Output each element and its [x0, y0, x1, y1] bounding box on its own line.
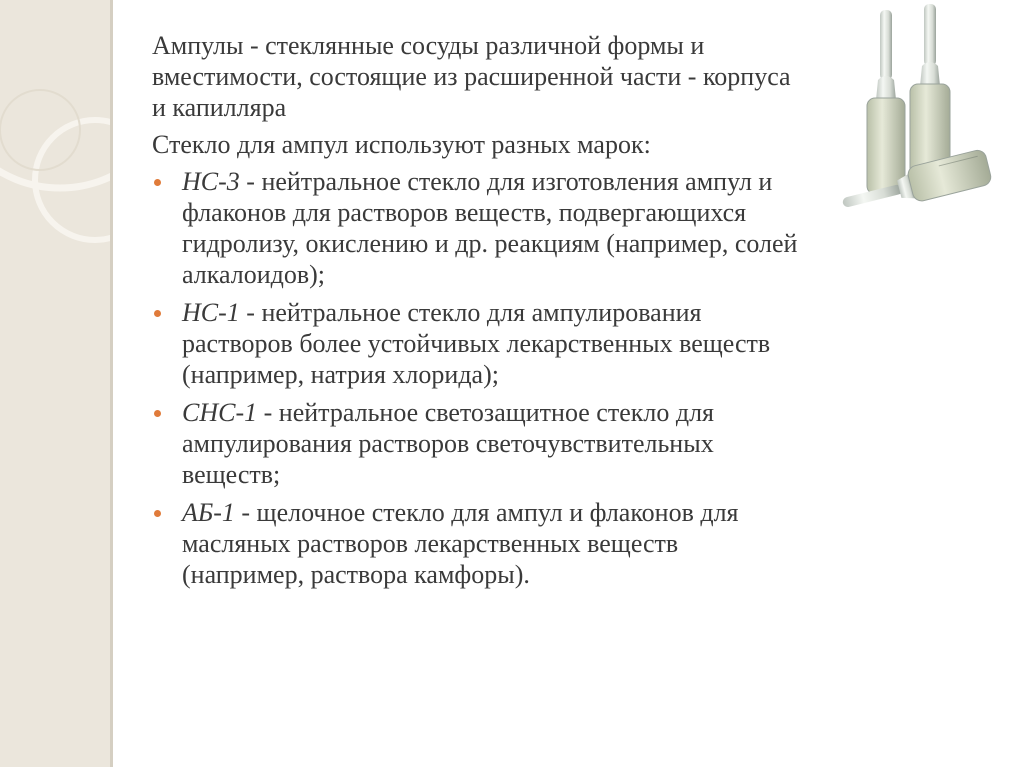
list-item: [152, 497, 802, 590]
list-item: [152, 397, 802, 490]
glass-grades-list: [152, 166, 802, 590]
glass-grade-term: НС-1: [182, 298, 240, 327]
glass-grade-term: НС-3: [182, 167, 240, 196]
list-item: [152, 166, 802, 290]
bullet-icon: [154, 410, 161, 417]
slide-content: [152, 30, 802, 597]
glass-grade-description: - нейтральное стекло для изготовления ампул и флаконов для растворов веществ, подвергающихся гидролизу, окислению и др. реакциям (например, солей алкалоидов);: [182, 167, 798, 289]
glass-grade-description: - щелочное стекло для ампул и флаконов для масляных растворов лекарственных веществ (например, раствора камфоры).: [182, 498, 739, 589]
glass-grade-term: СНС-1: [182, 398, 258, 427]
sidebar-divider: [110, 0, 113, 767]
list-item: [152, 297, 802, 390]
bullet-icon: [154, 310, 161, 317]
glass-grade-description: - нейтральное светозащитное стекло для ампулирования растворов светочувствительных веществ;: [182, 398, 715, 489]
decorative-circles-icon: [0, 0, 112, 767]
decorative-sidebar: [0, 0, 110, 767]
glass-grade-term: АБ-1: [182, 498, 235, 527]
subheading: Стекло для ампул используют разных марок:: [152, 130, 651, 159]
glass-grade-description: - нейтральное стекло для ампулирования растворов более устойчивых лекарственных веществ (например, натрия хлорида);: [182, 298, 771, 389]
bullet-icon: [154, 510, 161, 517]
bullet-icon: [154, 179, 161, 186]
intro-paragraph: Ампулы - стеклянные сосуды различной формы и вместимости, состоящие из расширенной части - корпуса и капилляра: [152, 31, 791, 122]
ampoules-photo: [812, 0, 1024, 232]
